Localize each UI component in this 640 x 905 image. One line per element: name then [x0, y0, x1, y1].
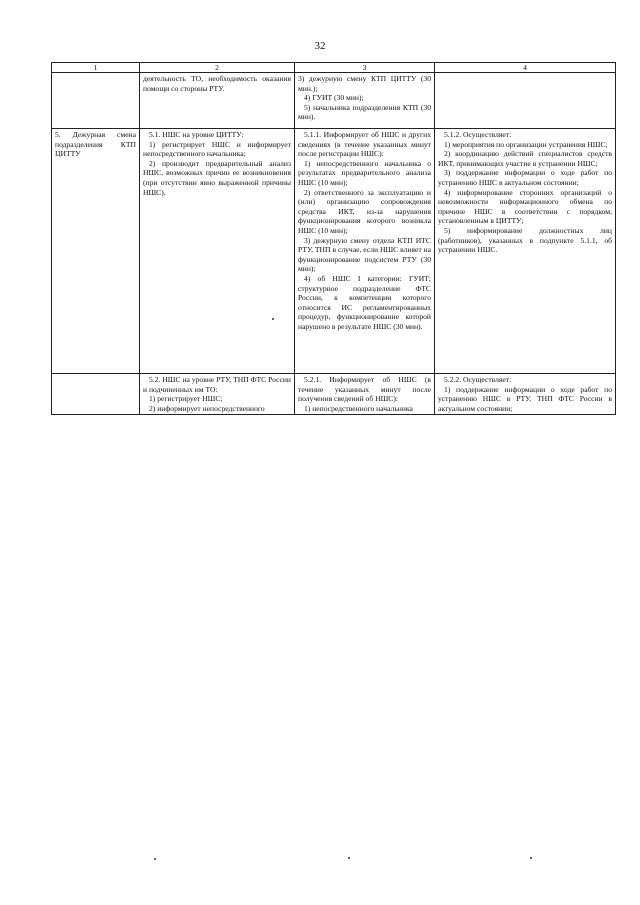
clause-5-1-item-2: 2) производит предварительный анализ НШС, возможных причин ее возникновения (при отсутствии явно выраженной причины НШС). [143, 158, 291, 197]
table-header-row [52, 63, 616, 73]
clause-5-1-2-item-5: 5) информирование должностных лиц (работников), указанных в подпункте 5.1.1, об устранении НШС. [438, 225, 612, 255]
clause-5-1-1-item-2: 2) ответственного за эксплуатацию и (или) организацию сопровождения средства ИКТ, из-за нарушения функционирования которого возникла НШС (10 мин); [298, 187, 431, 235]
row-1-col-3-item-3: 3) дежурную смену КТП ЦИТТУ (30 мин.); [298, 74, 431, 93]
table-row [52, 129, 616, 374]
row-1-col-1 [52, 73, 140, 129]
column-number-3: 3 [295, 63, 435, 73]
row-1-col-3-item-5: 5) начальника подразделения КТП (30 мин). [298, 102, 431, 122]
clause-5-1-1: 5.1.1. Информирует об НШС и других сведениях (в течение указанных минут после регистрации НШС): [298, 130, 431, 159]
clause-5-2-item-1: 1) регистрирует НШС; [149, 394, 223, 404]
scan-speck [154, 858, 156, 860]
column-number-4: 4 [435, 63, 616, 73]
row-1-col-2 [140, 73, 295, 129]
clause-5-1: 5.1. НШС на уровне ЦИТТУ: [149, 130, 244, 139]
row-1-col-4 [435, 73, 616, 129]
clause-5-2-item-2: 2) информирует непосредственного [149, 403, 265, 413]
scan-speck [530, 857, 532, 859]
clause-5-1-1-item-3: 3) дежурную смену отдела КТП ИТС РТУ, ТНП в случае, если НШС влияет на функционирование подсистем РТУ (30 мин); [298, 235, 431, 274]
clause-5-1-2-item-1: 1) мероприятия по организации устранения НШС; [444, 139, 608, 149]
page-number: 32 [314, 40, 326, 52]
column-number-1: 1 [52, 63, 140, 73]
row-3-col-2 [140, 374, 295, 415]
row-1-col-2-text: деятельность ТО, необходимость оказания помощи со стороны РТУ. [143, 74, 291, 93]
row-2-col-4 [435, 129, 616, 374]
clause-5-1-1-item-1: 1) непосредственного начальника о результатах предварительного анализа НШС (10 мин); [298, 158, 431, 187]
row-1-col-3-item-4: 4) ГУИТ (30 мин); [304, 93, 364, 103]
row-2-col-3 [295, 129, 435, 374]
clause-5-2-1: 5.2.1. Информирует об НШС (в течение указанных минут после получения сведений об НШС): [298, 375, 431, 404]
clause-5-1-2: 5.1.2. Осуществляет: [444, 130, 512, 139]
row-1-col-3 [295, 73, 435, 129]
clause-5-2-1-item-1: 1) непосредственного начальника [304, 403, 413, 413]
clause-5-2-2: 5.2.2. Осуществляет: [444, 375, 512, 384]
clause-5-1-2-item-3: 3) поддержание информации о ходе работ по устранению НШС в актуальном состоянии; [438, 168, 612, 187]
column-number-2: 2 [140, 63, 295, 73]
clause-5-1-2-item-4: 4) информирование сторонних организаций о невозможности информационного обмена по причине НШС в соответствии с порядком, установленным в ЦИТТУ; [438, 187, 612, 226]
clause-5-1-1-item-4: 4) об НШС I категории: ГУИТ; структурное подразделение ФТС России, к компетенции которого относится ИС регламентированных процедур, функционирование которой нарушено в результате НШС (30 мин). [298, 273, 431, 331]
clause-5-1-2-item-2: 2) координацию действий специалистов средств ИКТ, принимающих участие в устранении НШС; [438, 149, 612, 168]
clause-5-1-item-1: 1) регистрирует НШС и информирует непосредственного начальника; [143, 139, 291, 159]
row-2-col-2 [140, 129, 295, 374]
duty-shift-title: 5. Дежурная смена подразделения КТП ЦИТТУ [55, 130, 136, 159]
regulation-table [51, 62, 616, 415]
row-3-col-1 [52, 374, 140, 415]
scan-speck [348, 857, 350, 859]
row-3-col-3 [295, 374, 435, 415]
row-2-col-1 [52, 129, 140, 374]
clause-5-2: 5.2. НШС на уровне РТУ, ТНП ФТС России и подчиненных им ТО: [143, 375, 291, 394]
scan-speck [272, 318, 274, 320]
row-3-col-4 [435, 374, 616, 415]
clause-5-2-2-item-1: 1) поддержание информации о ходе работ по устранению НШС в РТУ, ТНП ФТС России в актуальном состоянии; [438, 384, 612, 413]
table-row [52, 73, 616, 129]
table-row [52, 374, 616, 415]
